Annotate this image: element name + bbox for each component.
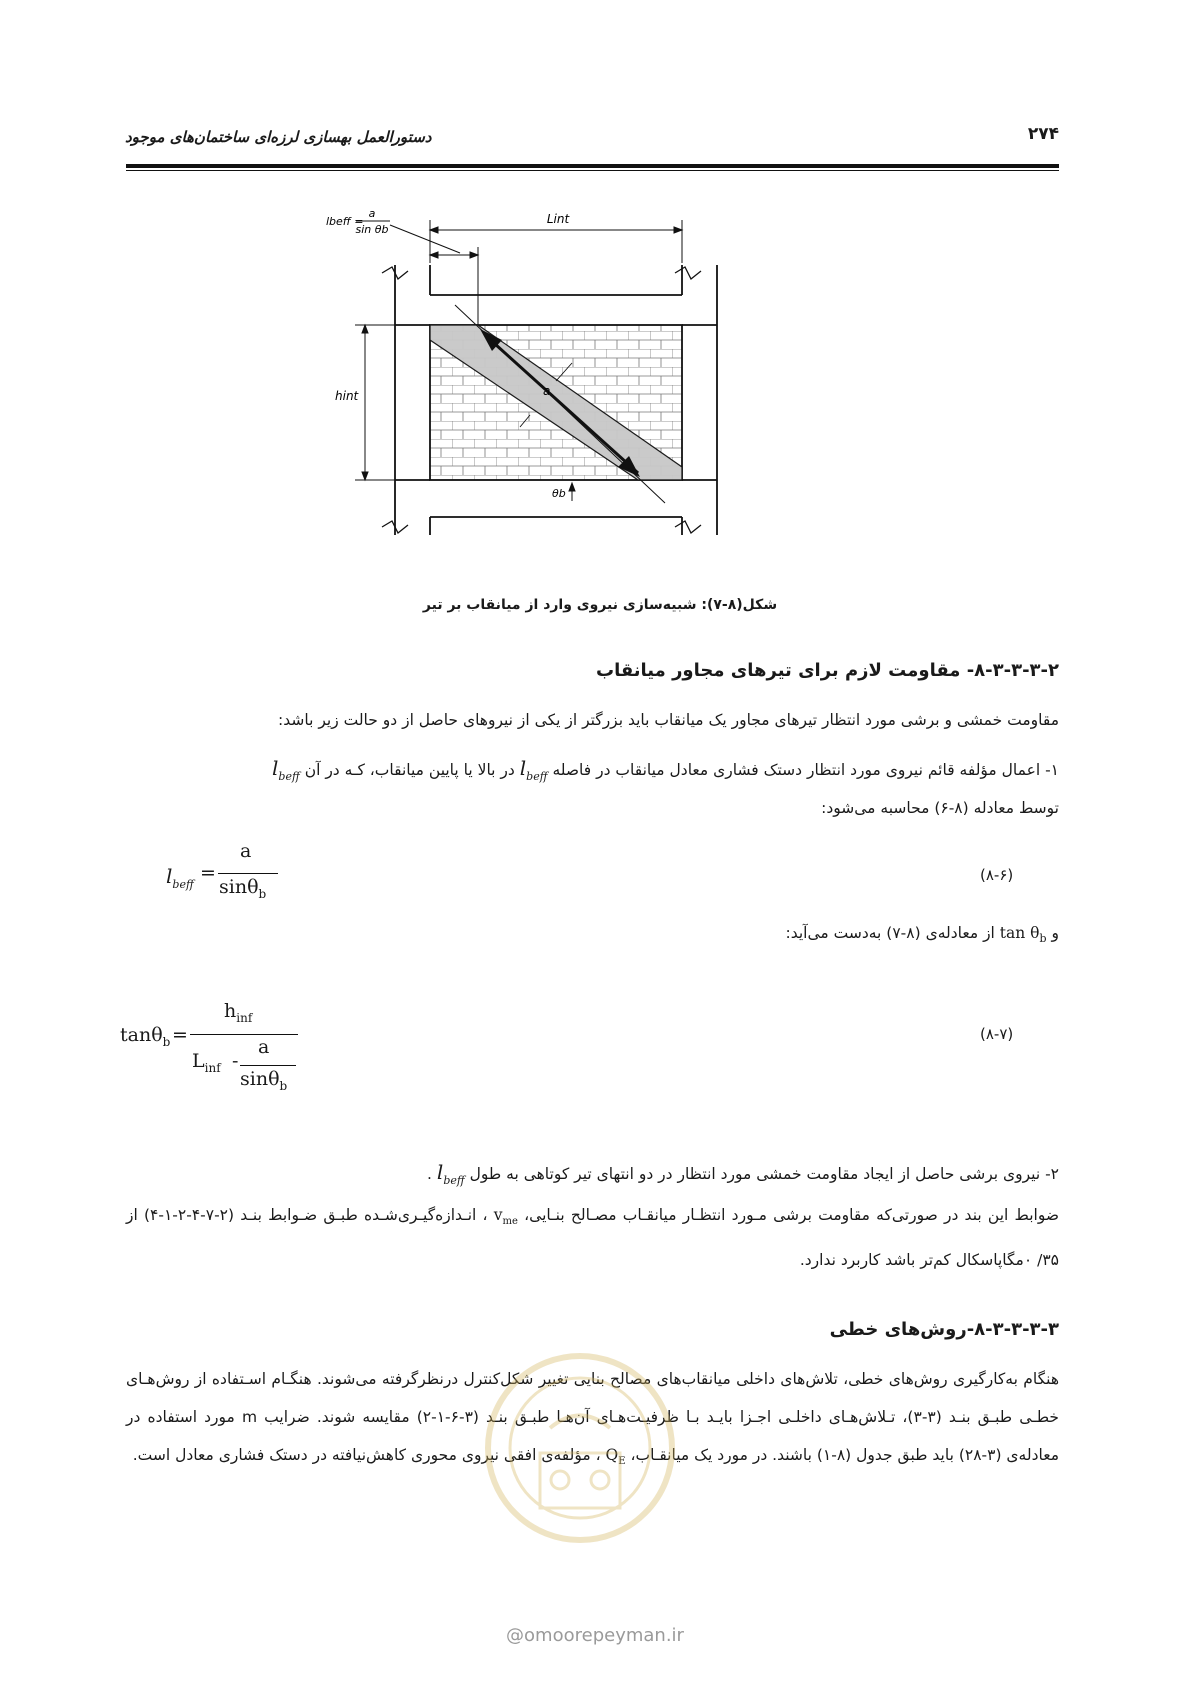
hint-dimension bbox=[355, 325, 430, 480]
tan-theta-line: و $\tan \theta_b$ از معادله‌ی (۸-۷) به‌دست می‌آید: bbox=[785, 924, 1059, 946]
lint-dimension bbox=[430, 220, 682, 263]
equation-8-6: $l_{beff}$ = a sinθ$_b$ bbox=[166, 840, 306, 910]
item-2-line: ۲- نیروی برشی حاصل از ایجاد مقاومت خمشی مورد انتظار در دو انتهای تیر کوتاهی به طول $l_{beff}$ . bbox=[427, 1160, 1059, 1187]
equation-8-7: tanθ$_b$ = $h_{inf}$ $L_{inf}$ - a sinθ$_b$ bbox=[120, 1004, 320, 1104]
item-1-line: ۱- اعمال مؤلفه قائم نیروی مورد انتظار دستک فشاری معادل میانقاب در فاصله $l_{beff}$ در بالا یا پایین میانقاب، کـه در آن $l_{beff}$ bbox=[272, 756, 1059, 783]
watermark-url: @omoorepeyman.ir bbox=[506, 1625, 684, 1646]
lbeff-num: a bbox=[368, 207, 376, 220]
paragraph-vme-condition: ضوابط این بند در صورتی‌که مقاومت برشی مـورد انتظـار میانقـاب مصـالح بنـایی، $v_{me}$ ، انـدازه‌گیـری‌شـده طبـق ضـوابط بنـد (۲-۷-۴-۲-۱-۴) از ۳۵/ ۰مگاپاسکال کم‌تر باشد کاربرد ندارد. bbox=[126, 1206, 1060, 1270]
lint-label: Lint bbox=[546, 212, 570, 226]
lbeff-label: lbeff = bbox=[326, 215, 364, 228]
item-1-cont: توسط معادله (۸-۶) محاسبه می‌شود: bbox=[821, 799, 1059, 817]
paragraph-linear-methods: هنگام به‌کارگیری روش‌های خطی، تلاش‌های داخلی میانقاب‌های مصالح بنایی تغییر شکل‌کنترل درنظرگرفته می‌شوند. هنگـام اسـتفاده از روش‌هـای خطـی طبـق بنـد (۳-۳)، تـلاش‌هـای داخلـی اجـزا بایـد بـا ظرفیـت‌هـای آن‌هـا طبـق بنـد (۳-۶-۱-۲) مقایسه شوند. ضرایب m مورد استفاده در معادله‌ی (۳-۲۸) باید طبق جدول (۸-۱) باشند. در مورد یک میانقـاب، $Q_E$ ، مؤلفه‌ی افقی نیروی محوری کاهش‌نیافته در دستک فشاری معادل است. bbox=[126, 1370, 1060, 1468]
strut-width-label: a bbox=[543, 384, 551, 398]
running-header-title: دستورالعمل بهسازی لرزه‌ای ساختمان‌های موجود bbox=[125, 128, 432, 146]
theta-label: θb bbox=[552, 487, 566, 500]
hint-label: hint bbox=[335, 389, 359, 403]
paragraph-intro: مقاومت خمشی و برشی مورد انتظار تیرهای مجاور یک میانقاب باید بزرگتر از یکی از نیروهای حاصل از دو حالت زیر باشد: bbox=[278, 711, 1059, 729]
lbeff-den: sin θb bbox=[355, 223, 389, 236]
figure-caption: شکل(۸-۷): شبیه‌سازی نیروی وارد از میانقاب بر تیر bbox=[422, 597, 778, 613]
equation-number-8-7: (۸-۷) bbox=[980, 1025, 1014, 1043]
header-rule-thin bbox=[126, 170, 1059, 171]
header-rule-thick bbox=[126, 164, 1059, 168]
equation-number-8-6: (۸-۶) bbox=[980, 866, 1014, 884]
section-heading-linear-methods: ۸-۳-۳-۳-۳-روش‌های خطی bbox=[829, 1319, 1059, 1340]
section-heading-beam-strength: ۸-۳-۳-۳-۲- مقاومت لازم برای تیرهای مجاور میانقاب bbox=[595, 660, 1059, 681]
watermark-seal bbox=[480, 1348, 680, 1548]
infill-strut-figure bbox=[320, 205, 740, 590]
theta-arrow bbox=[569, 483, 575, 501]
page-number: ۲۷۴ bbox=[1027, 124, 1059, 144]
